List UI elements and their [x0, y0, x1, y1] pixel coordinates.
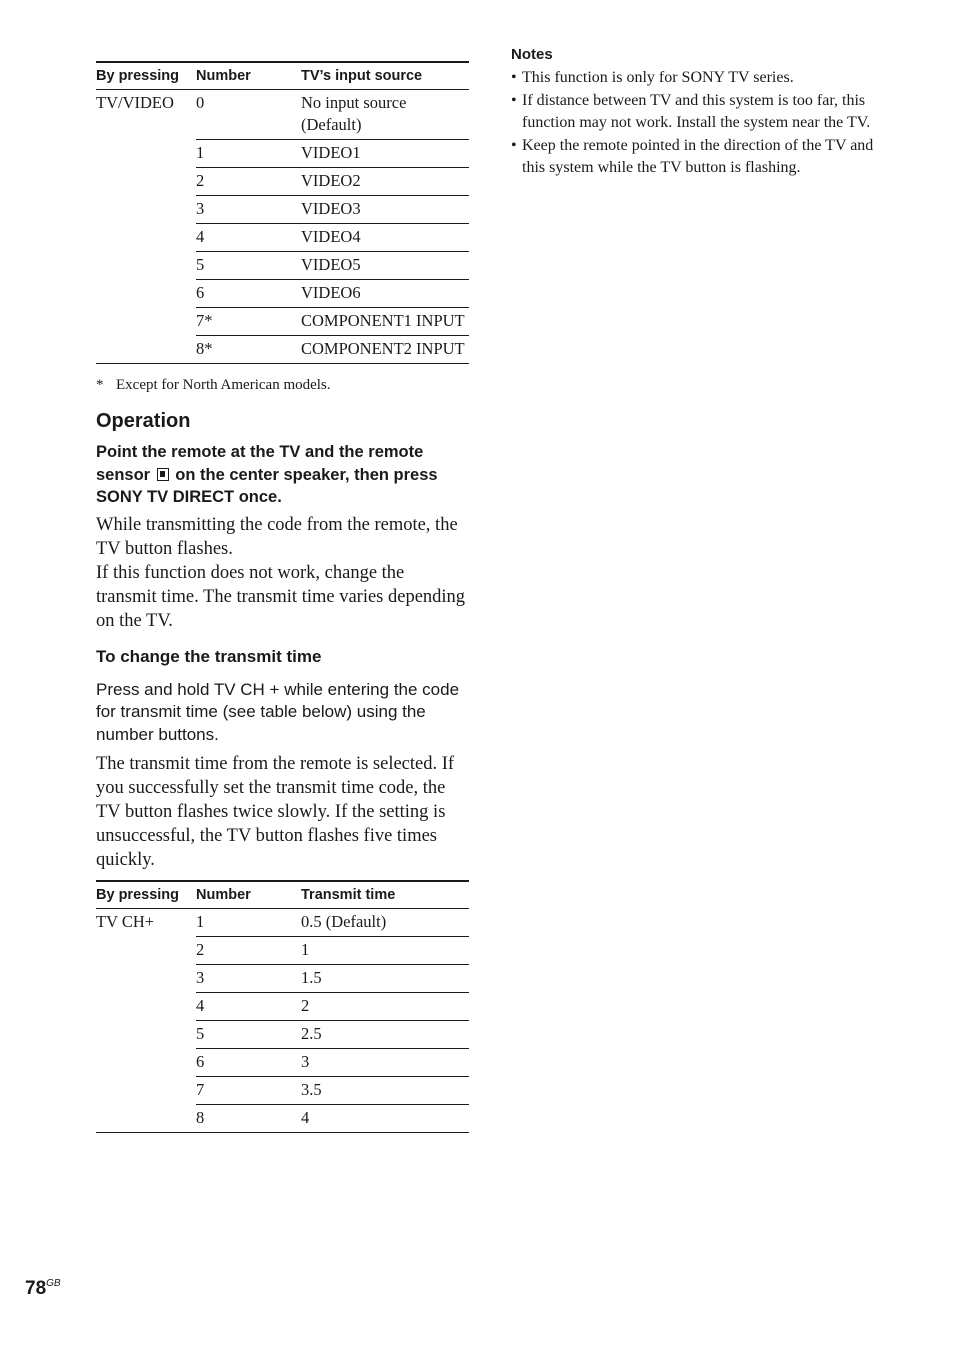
column-header: By pressing	[96, 62, 196, 90]
step-text-part2: on the center speaker, then press SONY TV DIRECT once.	[96, 465, 438, 506]
footnote-mark: *	[96, 377, 104, 393]
value-cell: 3.5	[301, 1077, 469, 1105]
table-row	[96, 252, 469, 280]
column-header: TV’s input source	[301, 62, 469, 90]
remote-sensor-icon	[157, 468, 169, 481]
note-item: • If distance between TV and this system is too far, this function may not work. Install the system near the TV.	[511, 90, 886, 135]
input-source-table	[96, 61, 469, 364]
value-cell: VIDEO5	[301, 252, 469, 280]
table-row	[96, 168, 469, 196]
table-row	[96, 1021, 469, 1049]
value-cell: VIDEO1	[301, 140, 469, 168]
value-cell: 2	[301, 993, 469, 1021]
value-cell: VIDEO2	[301, 168, 469, 196]
notes-title: Notes	[511, 46, 553, 63]
number-cell: 6	[196, 280, 301, 308]
table-row	[96, 336, 469, 364]
value-cell: COMPONENT2 INPUT	[301, 336, 469, 364]
transmit-paragraph: The transmit time from the remote is selected. If you successfully set the transmit time code, the TV button flashes twice slowly. If the setting is unsuccessful, the TV button flashes five times quickly.	[96, 754, 455, 870]
table-row	[96, 280, 469, 308]
table-row	[96, 308, 469, 336]
button-cell: TV/VIDEO	[96, 93, 174, 112]
value-cell: 0.5 (Default)	[301, 909, 469, 937]
column-header: Number	[196, 881, 301, 909]
page-number-suffix: GB	[46, 1278, 61, 1289]
value-cell: VIDEO4	[301, 224, 469, 252]
operation-paragraph: While transmitting the code from the remote, the TV button flashes.	[96, 514, 458, 559]
column-header: By pressing	[96, 881, 196, 909]
transmit-time-table	[96, 880, 469, 1133]
table-row	[96, 909, 469, 937]
table-row	[96, 1049, 469, 1077]
number-cell: 7	[196, 1077, 301, 1105]
table-row	[96, 224, 469, 252]
table-row	[96, 1105, 469, 1133]
number-cell: 3	[196, 196, 301, 224]
column-header: Number	[196, 62, 301, 90]
number-cell: 2	[196, 168, 301, 196]
number-cell: 0	[196, 90, 301, 140]
number-cell: 4	[196, 993, 301, 1021]
table-row	[96, 196, 469, 224]
value-cell: VIDEO6	[301, 280, 469, 308]
page-number	[25, 1278, 61, 1300]
footnote	[96, 377, 469, 394]
number-cell: 2	[196, 937, 301, 965]
section-title: Operation	[96, 410, 191, 432]
page-number-value: 78	[25, 1278, 47, 1299]
left-column	[96, 61, 469, 1133]
number-cell: 1	[196, 140, 301, 168]
right-column	[511, 46, 886, 180]
operation-paragraph: If this function does not work, change the transmit time. The transmit time varies depending on the TV.	[96, 562, 466, 631]
number-cell: 8	[196, 1105, 301, 1133]
value-cell: 4	[301, 1105, 469, 1133]
value-cell: 3	[301, 1049, 469, 1077]
step-text-part1: Point the remote at the TV and the remote sensor	[96, 443, 424, 484]
number-cell: 8*	[196, 336, 301, 364]
value-cell: 1.5	[301, 965, 469, 993]
number-cell: 7*	[196, 308, 301, 336]
note-item: • Keep the remote pointed in the direction of the TV and this system while the TV button is flashing.	[511, 135, 886, 180]
notes-list	[511, 67, 886, 180]
table-row	[96, 993, 469, 1021]
value-cell: 2.5	[301, 1021, 469, 1049]
number-cell: 6	[196, 1049, 301, 1077]
footnote-text: Except for North American models.	[116, 377, 331, 393]
note-item: • This function is only for SONY TV series.	[511, 67, 886, 90]
value-cell: No input source (Default)	[301, 90, 469, 140]
transmit-instruction: Press and hold TV CH + while entering the code for transmit time (see table below) using the number buttons.	[96, 679, 460, 744]
table-row	[96, 90, 469, 140]
step-instruction	[96, 441, 469, 509]
number-cell: 5	[196, 252, 301, 280]
table-row	[96, 965, 469, 993]
value-cell: VIDEO3	[301, 196, 469, 224]
button-cell: TV CH+	[96, 912, 155, 931]
number-cell: 1	[196, 909, 301, 937]
number-cell: 4	[196, 224, 301, 252]
table-row	[96, 1077, 469, 1105]
table-header-row	[96, 62, 469, 90]
value-cell: 1	[301, 937, 469, 965]
number-cell: 3	[196, 965, 301, 993]
table-row	[96, 937, 469, 965]
table-header-row	[96, 881, 469, 909]
subsection-title: To change the transmit time	[96, 646, 322, 666]
table-row	[96, 140, 469, 168]
number-cell: 5	[196, 1021, 301, 1049]
column-header: Transmit time	[301, 881, 469, 909]
value-cell: COMPONENT1 INPUT	[301, 308, 469, 336]
